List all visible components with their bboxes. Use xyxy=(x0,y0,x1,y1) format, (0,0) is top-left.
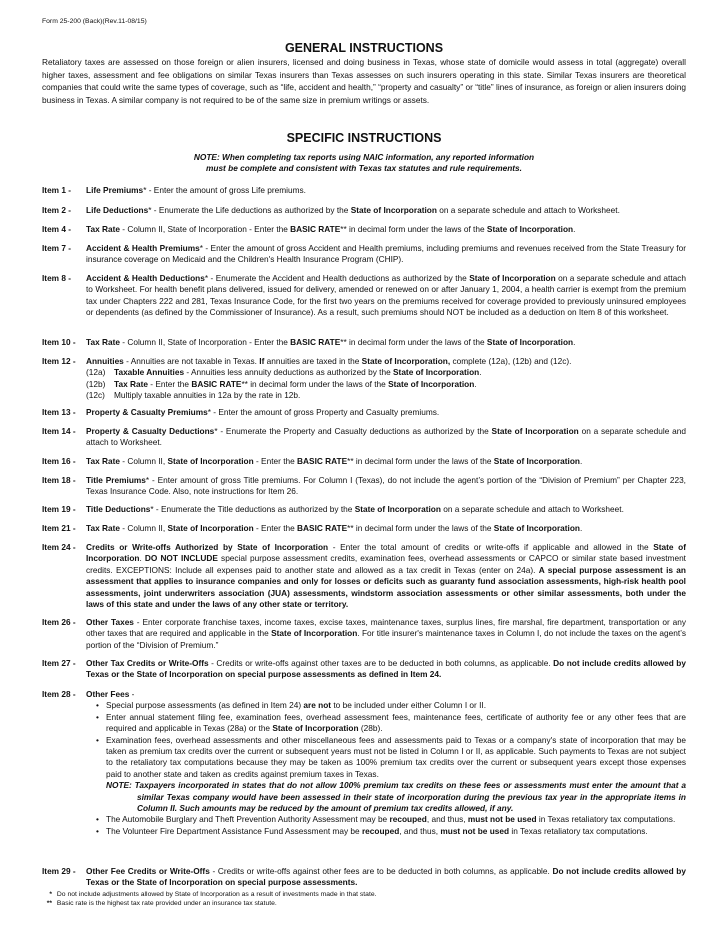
item-18: Item 18 - Title Premiums* - Enter amount of gross Title premiums. For Column I (Texas), do not include the agent’s portion of the “Division of Premium” per Chapter 223, Texas Insurance Code. Also, note instructions for Item 26. xyxy=(42,475,686,497)
general-instructions-title: GENERAL INSTRUCTIONS xyxy=(284,41,444,55)
footnote-1 xyxy=(42,890,377,899)
footnote-1-mark: * xyxy=(49,891,52,898)
footnote-2-text: Basic rate is the highest tax rate provided under an insurance tax statute. xyxy=(56,900,277,907)
footnote-2 xyxy=(42,899,277,908)
item-24: Item 24 - Credits or Write-offs Authorized by State of Incorporation - Enter the total amount of credits or write-offs if applicable and allowed in the State of Incorporation. DO NOT INCLUDE special purpose assessment credits, examination fees, overhead assessments or CAPCO or similar state based investment credits. EXCEPTIONS: Include all expenses paid to another state and allowed as a tax credit in Texas (enter on 24a). A special purpose assessment is an assessment that applies to insurance companies and only for losses or deficits such as guaranty fund association assessments, high-risk health pool assessments, joint underwriters association (JUA) assessments, windstorm association assessments or other similar assessments, both under the laws of this state and under the laws of any other state or territory. xyxy=(42,542,686,610)
general-instructions-text: Retaliatory taxes are assessed on those foreign or alien insurers, licensed and doing business in Texas, whose state of domicile would assess in total (aggregate) overall higher taxes, assessment and fee obligations on similar Texas insurers than Texas assesses on such insurers operating in this state. Similar Texas insurers are theoretical companies that could write the same types of coverage, such as “life, accident and health,” “property and casualty” or “title” lines of insurance, as foreign or alien insurers doing business in Texas. A similar company is not required to be of the same size in premium writings or assets. xyxy=(42,57,686,105)
item-29: Item 29 - Other Fee Credits or Write-Offs - Credits or write-offs against other fees are to be deducted in both columns, as applicable. Do not include credits allowed by Texas or the State of Incorporation on special purpose assessments. xyxy=(42,866,686,888)
item-12: Item 12 - Annuities - Annuities are not taxable in Texas. If annuities are taxed in the State of Incorporation, complete (12a), (12b) and (12c). (12a) Taxable Annuities - Annuities less annuity deductions as authorized by the State of Incorporation. (12b) Tax Rate - Enter the BASIC RATE** in decimal form under the laws of the State of Incorporation. (12c) Multiply taxable annuities in 12a by the rate in 12b. xyxy=(42,356,572,401)
item-8: Item 8 - Accident & Health Deductions* - Enumerate the Accident and Health deductions as authorized by the State of Incorporation on a separate schedule and attach to Worksheet. For health benefit plans delivered, issued for delivery, amended or renewed on or after January 1, 2004, a health carrier is exempt from the premium tax under Chapters 222 and 281, Texas Insurance Code, for the first two years on the premiums received for coverage provided to previously uninsured employees or dependents (as defined by the Commissioner of Insurance). As a result, such premiums should NOT be included as a deduction on Item 8 of this worksheet. xyxy=(42,273,687,318)
footnote-1-text: Do not include adjustments allowed by State of Incorporation as a result of investments made in that state. xyxy=(56,891,377,898)
naic-note xyxy=(0,152,728,175)
naic-note-line-1: NOTE: When completing tax reports using NAIC information, any reported information xyxy=(193,152,535,162)
item-26: Item 26 - Other Taxes - Enter corporate franchise taxes, income taxes, excise taxes, maintenance taxes, surplus lines, fire marshal, fire department, transportation or any other taxes that are required and applicable in the State of Incorporation. For title insurer's maintenance taxes in Column I, do not include the taxes on the agent’s portion of the “Division of Premium.” xyxy=(42,617,686,650)
item-16: Item 16 - Tax Rate - Column II, State of Incorporation - Enter the BASIC RATE** in decimal form under the laws of the State of Incorporation. xyxy=(42,456,583,466)
specific-instructions-title: SPECIFIC INSTRUCTIONS xyxy=(286,131,442,145)
item-7: Item 7 - Accident & Health Premiums* - Enter the amount of gross Accident and Health premiums, including premiums and revenues received from the State Treasury for insurance coverage on Medicaid and the Children's Health Insurance Program (CHIP). xyxy=(42,243,686,265)
item-21: Item 21 - Tax Rate - Column II, State of Incorporation - Enter the BASIC RATE** in decimal form under the laws of the State of Incorporation. xyxy=(42,523,583,533)
form-id: Form 25-200 (Back)(Rev.11-08/15) xyxy=(42,18,147,25)
item-14: Item 14 - Property & Casualty Deductions* - Enumerate the Property and Casualty deductions as authorized by the State of Incorporation on a separate schedule and attach to Worksheet. xyxy=(42,426,686,448)
item-2: Item 2 - Life Deductions* - Enumerate the Life deductions as authorized by the State of Incorporation on a separate schedule and attach to Worksheet. xyxy=(42,205,620,215)
item-4: Item 4 - Tax Rate - Column II, State of Incorporation - Enter the BASIC RATE** in decimal form under the laws of the State of Incorporation. xyxy=(42,224,576,234)
item-1: Item 1 - Life Premiums* - Enter the amount of gross Life premiums. xyxy=(42,185,306,195)
item-27: Item 27 - Other Tax Credits or Write-Offs - Credits or write-offs against other taxes are to be deducted in both columns, as applicable. Do not include credits allowed by Texas or the State of Incorporation on special purpose assessments as defined in Item 24. xyxy=(42,658,686,680)
item-10: Item 10 - Tax Rate - Column II, State of Incorporation - Enter the BASIC RATE** in decimal form under the laws of the State of Incorporation. xyxy=(42,337,576,347)
naic-note-line-2: must be complete and consistent with Texas tax statutes and rule requirements. xyxy=(206,163,522,174)
item-19: Item 19 - Title Deductions* - Enumerate the Title deductions as authorized by the State of Incorporation on a separate schedule and attach to Worksheet. xyxy=(42,504,624,514)
footnote-2-mark: ** xyxy=(46,900,52,907)
item-13: Item 13 - Property & Casualty Premiums* - Enter the amount of gross Property and Casualty premiums. xyxy=(42,407,440,417)
item-28: Item 28 - Other Fees - • Special purpose assessments (as defined in Item 24) are not to be included under either Column I or II. • Enter annual statement filing fee, examination fees, overhead assessment fees, maintenance fees, certificate of authority fee or any other fees that are required and applicable in Texas (28a) or the State of Incorporation (28b). • Examination fees, overhead assessments and other miscellaneous fees and assessments paid to Texas or a company's state of incorporation that may be taken as premium tax credits over the current or subsequent years must not be listed in Column I or II, as applicable. Such payments to Texas are not subject to the retaliatory tax computations because they may be taken as 100% premium tax credits over the current or subsequent years except those expenses paid to another state and taken as credits against premium taxes in Texas. NOTE: Taxpayers incorporated in states that do not allow 100% premium tax credits on these fees or assessments must enter the amount that a similar Texas company would have been assessed in their state of incorporation during the previous tax year in the appropriate items in Column II. Such amounts may be reduced by the amount of premium tax credits allowed, if any. • The Automobile Burglary and Theft Prevention Authority Assessment may be recouped, and thus, must not be used in Texas retaliatory tax computations. • The Volunteer Fire Department Assistance Fund Assessment may be recouped, and thus, must not be used in Texas retaliatory tax computations. xyxy=(42,689,686,837)
